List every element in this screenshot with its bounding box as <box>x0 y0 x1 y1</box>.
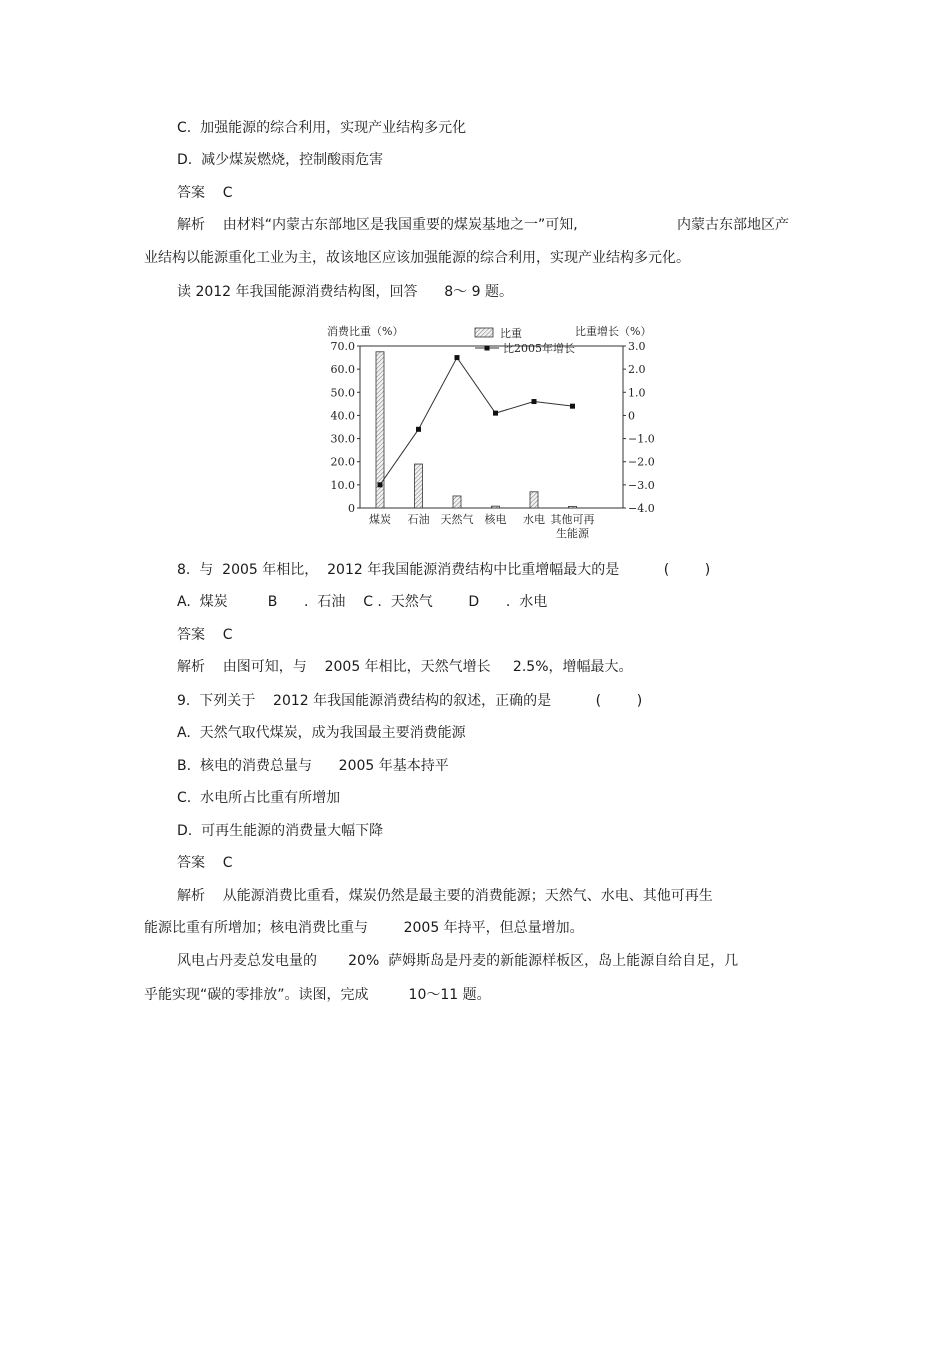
growth-point-其他可再生能源 <box>570 404 575 409</box>
category-label: 天然气 <box>440 513 474 526</box>
explanation-9-line2: 能源比重有所增加；核电消费比重与 2005 年持平，但总量增加。 <box>144 920 584 936</box>
question-9-option-a: A. 天然气取代煤炭，成为我国最主要消费能源 <box>177 725 466 741</box>
growth-point-水电 <box>532 399 537 404</box>
right-axis-tick-label: 3.0 <box>628 340 646 353</box>
left-axis-tick-label: 30.0 <box>330 432 355 446</box>
category-label: 水电 <box>523 513 545 526</box>
legend-line-marker <box>485 346 490 351</box>
explanation-line2: 业结构以能源重化工业为主，故该地区应该加强能源的综合利用，实现产业结构多元化。 <box>144 250 690 266</box>
explanation-8: 解析 由图可知，与 2005 年相比，天然气增长 2.5%，增幅最大。 <box>177 659 633 675</box>
left-axis-tick-label: 0 <box>348 502 355 515</box>
left-axis-tick-label: 50.0 <box>330 386 355 400</box>
growth-line <box>380 358 573 485</box>
category-label: 生能源 <box>556 527 589 540</box>
category-label: 石油 <box>407 513 430 526</box>
explanation-part1: 解析 由材料“内蒙古东部地区是我国重要的煤炭基地之一”可知, <box>177 217 578 233</box>
energy-chart <box>325 318 665 543</box>
right-axis-tick-label: −3.0 <box>628 478 655 492</box>
question-8: 8. 与 2005 年相比， 2012 年我国能源消费结构中比重增幅最大的是 ( ) <box>177 562 711 578</box>
right-axis-tick-label: −1.0 <box>628 432 655 446</box>
right-axis-title: 比重增长（%） <box>575 325 652 338</box>
bar-核电 <box>492 506 500 508</box>
bar-其他可再生能源 <box>569 506 577 508</box>
left-axis-tick-label: 60.0 <box>330 363 355 377</box>
option-c: C. 加强能源的综合利用，实现产业结构多元化 <box>177 120 467 136</box>
legend-bar-label: 比重 <box>500 327 522 340</box>
left-axis-tick-label: 20.0 <box>330 455 355 469</box>
option-d: D. 减少煤炭燃烧，控制酸雨危害 <box>177 152 384 168</box>
paragraph-10-line1: 风电占丹麦总发电量的 20% 萨姆斯岛是丹麦的新能源样板区，岛上能源自给自足，几 <box>177 953 739 969</box>
question-9-option-d: D. 可再生能源的消费量大幅下降 <box>177 823 384 839</box>
category-label: 其他可再 <box>550 513 595 526</box>
right-axis-tick-label: 0 <box>628 409 635 423</box>
answer-9: 答案 C <box>177 855 233 871</box>
chart-intro: 读 2012 年我国能源消费结构图，回答 8～ 9 题。 <box>177 284 513 300</box>
left-axis-tick-label: 40.0 <box>330 409 355 423</box>
growth-point-石油 <box>416 427 421 432</box>
growth-point-天然气 <box>455 355 460 360</box>
left-axis-title: 消费比重（%） <box>327 325 404 338</box>
legend-line-label: 比2005年增长 <box>503 342 575 355</box>
growth-point-核电 <box>493 411 498 416</box>
plot-frame <box>360 346 623 508</box>
answer: 答案 C <box>177 185 233 201</box>
right-axis-tick-label: 2.0 <box>628 363 646 377</box>
right-axis-tick-label: −2.0 <box>628 455 655 469</box>
right-axis-tick-label: −4.0 <box>628 502 655 515</box>
question-9-option-b: B. 核电的消费总量与 2005 年基本持平 <box>177 758 449 774</box>
paragraph-10-line2: 乎能实现“碳的零排放”。读图，完成 10～11 题。 <box>144 987 491 1003</box>
question-8-options: A. 煤炭 B . 石油 C . 天然气 D . 水电 <box>177 594 548 610</box>
explanation-part2: 内蒙古东部地区产 <box>677 217 789 233</box>
left-axis-tick-label: 70.0 <box>330 340 355 353</box>
bar-水电 <box>530 492 538 508</box>
bar-天然气 <box>453 496 461 508</box>
right-axis-tick-label: 1.0 <box>628 386 646 400</box>
legend-bar-swatch <box>475 328 493 337</box>
growth-point-煤炭 <box>378 482 383 487</box>
category-label: 煤炭 <box>369 513 391 526</box>
explanation-9-line1: 解析 从能源消费比重看，煤炭仍然是最主要的消费能源；天然气、水电、其他可再生 <box>177 888 713 904</box>
left-axis-tick-label: 10.0 <box>330 478 355 492</box>
question-9: 9. 下列关于 2012 年我国能源消费结构的叙述，正确的是 ( ) <box>177 693 643 709</box>
answer-8: 答案 C <box>177 627 233 643</box>
category-label: 核电 <box>484 513 507 526</box>
question-9-option-c: C. 水电所占比重有所增加 <box>177 790 341 806</box>
bar-石油 <box>415 464 423 508</box>
